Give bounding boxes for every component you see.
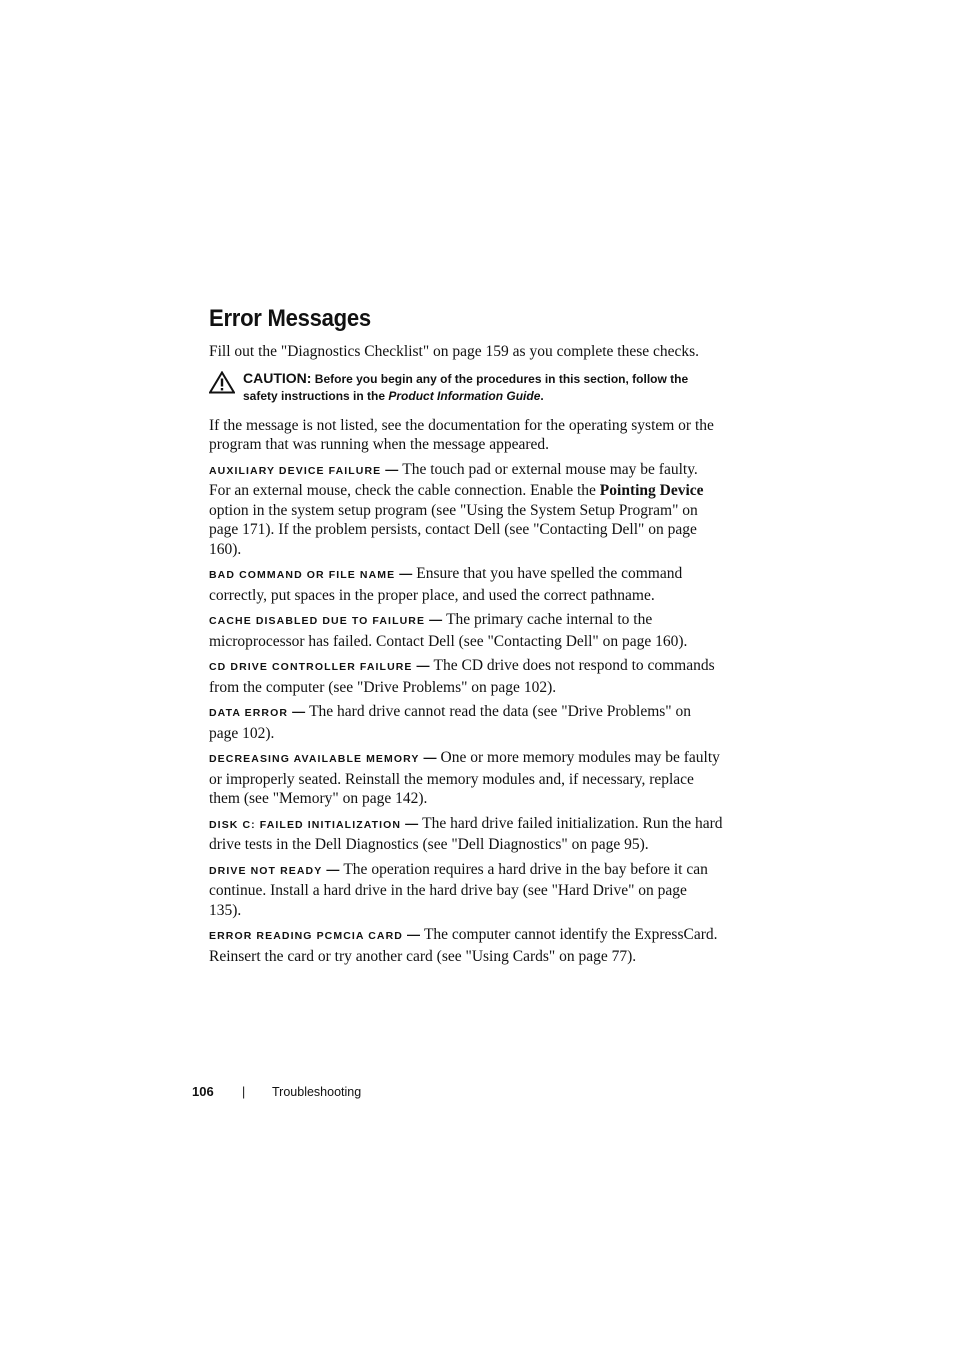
em-dash: — [399,566,413,581]
error-term: DATA ERROR [209,707,289,719]
page-heading: Error Messages [209,305,371,332]
error-description: Ensure that you have spelled the command correctly, put spaces in the proper place, and used the correct pathname. [209,565,683,604]
em-dash: — [385,461,399,477]
error-entry-error-reading-pcmcia [209,925,723,966]
error-term: DRIVE NOT READY [209,864,323,877]
caution-text: Before you begin any of the procedures in this section, follow the safety instructions in the [243,371,689,403]
caution-guide-title: Product Information Guide [388,388,541,403]
error-term: ERROR READING PCMCIA CARD [209,930,403,942]
message-intro-paragraph: If the message is not listed, see the documentation for the operating system or the program that was running when the message appeared. [209,416,714,453]
footer-separator: | [242,1085,246,1099]
error-term: DISK C: FAILED INITIALIZATION [209,818,402,831]
error-entry-drive-not-ready [209,860,723,921]
em-dash: — [416,658,430,673]
error-entry-disk-c-failed [209,814,723,855]
error-description-continued: option in the system setup program (see "Using the System Setup Program" on page 171). If the problem persists, contact Dell (see "Contacting Dell" on page 160). [209,501,698,558]
em-dash: — [292,704,306,719]
error-term: DECREASING AVAILABLE MEMORY [209,753,420,765]
error-description: One or more memory modules may be faulty or improperly seated. Reinstall the memory modules and, if necessary, replace them (see "Memory" on page 142). [209,749,720,807]
error-entry-cd-drive-controller [209,656,723,697]
em-dash: — [326,861,340,877]
footer-section-title: Troubleshooting [272,1085,362,1099]
error-description: The hard drive failed initialization. Run the hard drive tests in the Dell Diagnostics (see "Dell Diagnostics" on page 95). [209,814,723,853]
page-number: 106 [192,1084,214,1099]
em-dash: — [406,927,420,942]
error-term: CACHE DISABLED DUE TO FAILURE [209,615,426,627]
em-dash: — [429,612,443,627]
intro-paragraph: Fill out the "Diagnostics Checklist" on page 159 as you complete these checks. [209,343,700,360]
em-dash: — [405,815,419,831]
error-message-list [209,460,723,967]
error-term: AUXILIARY DEVICE FAILURE [209,464,382,477]
error-entry-cache-disabled [209,610,723,651]
em-dash: — [423,750,437,765]
error-description: The operation requires a hard drive in the bay before it can continue. Install a hard drive in the hard drive bay (see "Hard Drive" on page 135). [209,860,708,919]
caution-notice [209,370,723,405]
caution-label: CAUTION: [243,369,312,386]
warning-triangle-icon [209,371,235,394]
error-term: BAD COMMAND OR FILE NAME [209,569,396,581]
caution-end: . [540,388,544,403]
error-entry-data-error [209,702,723,743]
error-entry-decreasing-memory [209,748,723,809]
page-content [209,342,723,971]
error-description: The computer cannot identify the ExpressCard. Reinsert the card or try another card (see "Using Cards" on page 77). [209,926,718,965]
error-description: The touch pad or external mouse may be faulty. For an external mouse, check the cable connection. Enable the [209,460,698,499]
error-description: The hard drive cannot read the data (see "Drive Problems" on page 102). [209,703,691,742]
error-entry-bad-command [209,564,723,605]
error-term: CD DRIVE CONTROLLER FAILURE [209,661,413,673]
error-description: The CD drive does not respond to commands from the computer (see "Drive Problems" on page 102). [209,657,715,696]
pointing-device-option: Pointing Device [599,482,704,499]
error-entry-auxiliary-device-failure [209,460,723,560]
error-description: The primary cache internal to the microprocessor has failed. Contact Dell (see "Contacting Dell" on page 160). [209,611,688,650]
